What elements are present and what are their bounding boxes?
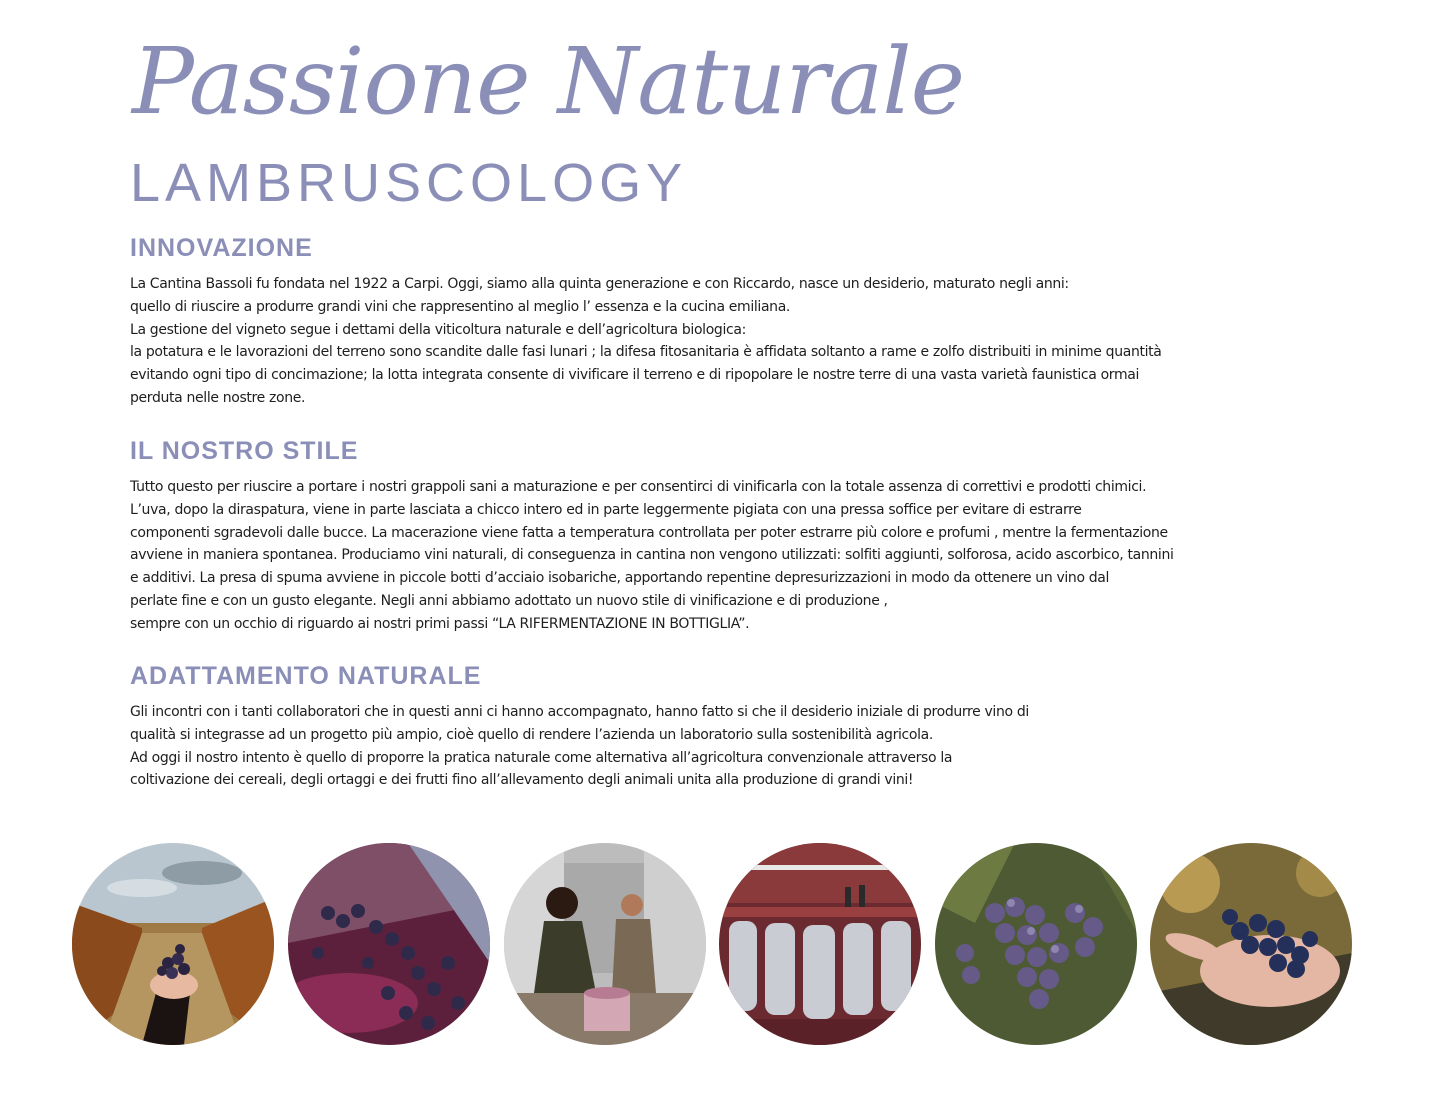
section-body: [130, 701, 1250, 792]
section-heading: ADATTAMENTO NATURALE: [130, 662, 482, 690]
body-line: e additivi. La presa di spuma avviene in piccole botti d’acciaio isobariche, apportando repentine depresurizzazioni in modo da ottenere un vino dal: [130, 570, 1110, 587]
body-line: qualità si integrasse ad un progetto più ampio, cioè quello di rendere l’azienda un laboratorio sulla sostenibilità agricola.: [130, 726, 933, 743]
body-line: Tutto questo per riuscire a portare i nostri grappoli sani a maturazione e per consentirci di vinificarla con la totale assenza di correttivi e prodotti chimici.: [130, 479, 1147, 495]
section-body: [130, 476, 1250, 636]
section-heading: INNOVAZIONE: [130, 234, 313, 262]
body-line: perlate fine e con un gusto elegante. Negli anni abbiamo adottato un nuovo stile di vinificazione e di produzione ,: [130, 592, 888, 609]
section-il-nostro-stile: [130, 436, 1250, 636]
body-line: la potatura e le lavorazioni del terreno sono scandite dalle fasi lunari ; la difesa fitosanitaria è affidata soltanto a rame e zolfo distribuiti in minime quantità: [130, 344, 1162, 361]
body-line: componenti sgradevoli dalle bucce. La macerazione viene fatta a temperatura controllata per poter estrarre più colore e profumi , mentre la fermentazione: [130, 524, 1168, 541]
winemakers-working-photo: [504, 843, 706, 1045]
body-line: L’uva, dopo la diraspatura, viene in parte lasciata a chicco intero ed in parte leggermente pigiata con una pressa soffice per evitare di estrarre: [130, 501, 1082, 518]
body-line: Ad oggi il nostro intento è quello di proporre la pratica naturale come alternativa all’agricoltura convenzionale attraverso la: [130, 749, 953, 766]
body-line: La Cantina Bassoli fu fondata nel 1922 a Carpi. Oggi, siamo alla quinta generazione e con Riccardo, nasce un desiderio, maturato negli anni:: [130, 276, 1069, 292]
brand-script-title: Passione Naturale: [132, 28, 965, 135]
body-line: avviene in maniera spontanea. Produciamo vini naturali, di conseguenza in cantina non vengono utilizzati: solfiti aggiunti, solforosa, acido ascorbico, tannini: [130, 547, 1174, 564]
brand-subtitle: LAMBRUSCOLOGY: [130, 153, 688, 213]
body-line: perduta nelle nostre zone.: [130, 389, 306, 406]
grape-clusters-vine-photo: [935, 843, 1137, 1045]
hand-holding-grapes-photo: [1150, 843, 1352, 1045]
photo-strip: [72, 843, 1352, 1045]
body-line: evitando ogni tipo di concimazione; la lotta integrata consente di vivificare il terreno e di ripopolare le nostre terre di una vasta varietà faunistica ormai: [130, 367, 1140, 384]
body-line: coltivazione dei cereali, degli ortaggi e dei frutti fino all’allevamento degli animali unita alla produzione di grandi vini!: [130, 772, 914, 789]
section-heading: IL NOSTRO STILE: [130, 437, 359, 465]
body-line: Gli incontri con i tanti collaboratori che in questi anni ci hanno accompagnato, hanno fatto si che il desiderio iniziale di produrre vino di: [130, 704, 1029, 720]
section-adattamento-naturale: [130, 661, 1250, 792]
body-line: La gestione del vigneto segue i dettami della viticoltura naturale e dell’agricoltura biologica:: [130, 321, 746, 338]
vineyard-hand-grapes-photo: [72, 843, 274, 1045]
grapes-in-must-photo: [288, 843, 490, 1045]
section-body: [130, 273, 1250, 410]
section-innovazione: [130, 233, 1250, 410]
body-line: quello di riuscire a produrre grandi vini che rappresentino al meglio l’ essenza e la cucina emiliana.: [130, 298, 791, 315]
steel-tanks-cellar-photo: [719, 843, 921, 1045]
body-line: sempre con un occhio di riguardo ai nostri primi passi “LA RIFERMENTAZIONE IN BOTTIGLIA”.: [130, 615, 750, 632]
